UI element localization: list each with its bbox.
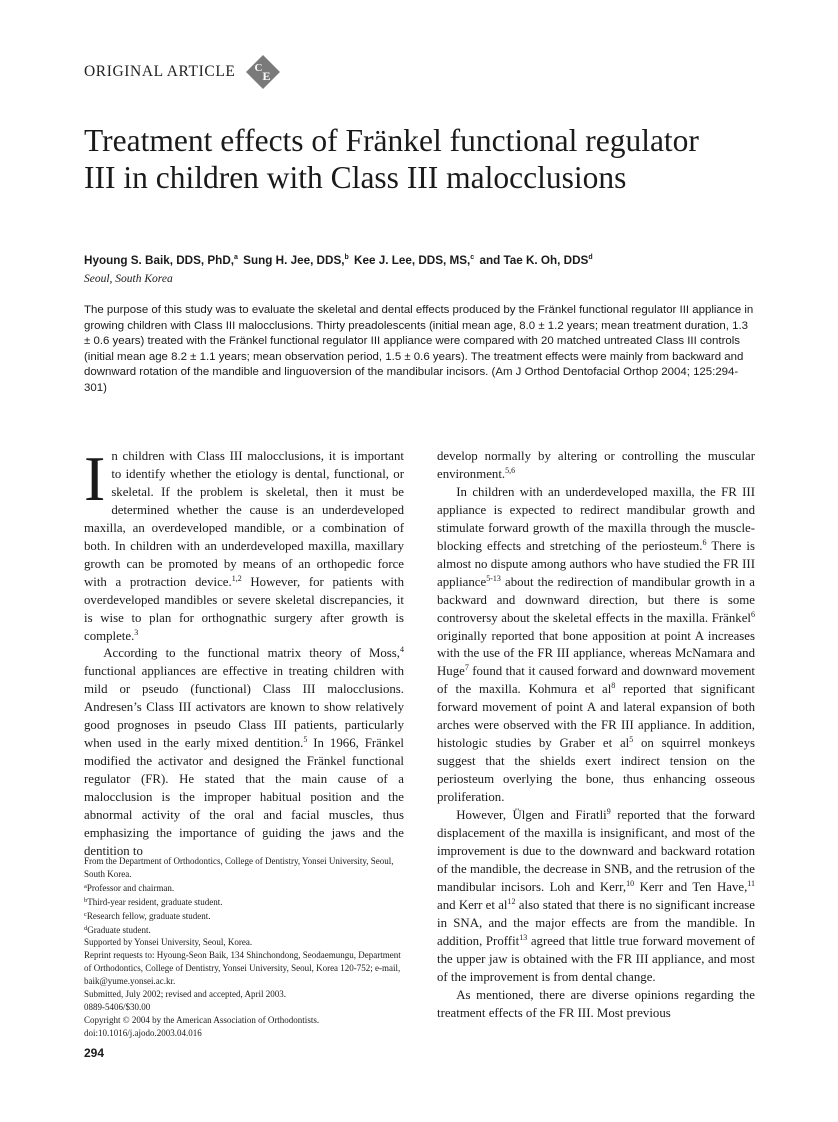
author-list xyxy=(84,254,764,267)
affil-role: $^d$Graduate student. xyxy=(84,924,151,935)
affil-submitted: Submitted, July 2002; revised and accepted, April 2003. xyxy=(84,989,286,1000)
citation: 4 xyxy=(400,645,404,655)
author-affil-mark: a xyxy=(234,254,238,261)
affil-doi: doi:10.1016/j.ajodo.2003.04.016 xyxy=(84,1027,202,1038)
citation: 6 xyxy=(751,609,755,619)
body-paragraph: However, Ülgen and Firatli$^9$ reported that the forward displacement of the maxilla is insignificant, and most of the improvement is due to the downward and backward rotation of the mandible, the decrease in SNB, and the retrusion of the mandibular incisors. Loh and Kerr,$^{10}$ Kerr and Ten Have,$^{11}$ and Kerr et $al^{12}$ also stated that there is no significant increase in SNA, and the major effects are from the mandible. In addition, Proffit$^{13}$ agreed that little true forward movement of the upper jaw is obtained with the FR III appliance, and most of the improvement is from dental change. xyxy=(437,807,755,984)
citation: 3 xyxy=(134,627,139,637)
affil-role: $^a$Professor and chairman. xyxy=(84,882,175,893)
citation: 6 xyxy=(702,537,707,547)
body-paragraph: In children with Class III malocclusions, it is important to identify whether the etiology is dental, functional, or skeletal. If the problem is skeletal, then it must be determined whether the cause is an underdeveloped maxilla, an overdeveloped mandible, or a combination of both. In children with an underdeveloped maxilla, maxillary growth can be promoted by means of an orthopedic force with a protraction device.$^{1,2}$ However, for patients with overdeveloped mandibles or severe skeletal discrepancies, it is wise to plan for orthognathic surgery after growth is complete.$^3$ xyxy=(84,443,404,643)
author-name: Sung H. Jee, DDS, xyxy=(243,254,345,267)
citation: 8 xyxy=(611,681,616,691)
affil-support: Supported by Yonsei University, Seoul, Korea. xyxy=(84,937,253,948)
citation: 11 xyxy=(747,878,755,888)
author-affil-mark: b xyxy=(344,254,349,261)
body-paragraph: As mentioned, there are diverse opinions regarding the treatment effects of the FR III. Most previous xyxy=(437,987,755,1020)
body-paragraph: develop normally by altering or controlling the muscular environment.$^{5,6}$ xyxy=(437,449,755,481)
affil-issn: 0889-5406/$30.00 xyxy=(84,1001,151,1012)
body-column-right xyxy=(437,448,755,1023)
page-number: 294 xyxy=(84,1046,105,1060)
citation: 7 xyxy=(464,663,469,673)
article-title: Treatment effects of Fränkel functional regulator III in children with Class III malocclusions xyxy=(84,123,699,195)
author-name: Hyoung S. Baik, DDS, PhD, xyxy=(84,254,235,267)
affiliation-footnote xyxy=(84,855,404,1040)
citation: 10 xyxy=(626,878,635,888)
author-name: and Tae K. Oh, DDS xyxy=(479,254,589,267)
affil-role: $^c$Research fellow, graduate student. xyxy=(84,910,211,921)
article-header xyxy=(84,58,279,86)
drop-cap: I xyxy=(84,443,106,514)
affil-role: $^b$Third-year resident, graduate student. xyxy=(84,896,223,907)
affil-reprint: Reprint requests to: Hyoung-Seon Baik, 134 Shinchondong, Seodaemungu, Department of Orthodontics, College of Dentistry, Yonsei University, Seoul, Korea 120-752; e-mail, baik@yume.yonsei.ac.kr. xyxy=(84,950,401,987)
citation: 5 xyxy=(629,735,634,745)
affil-from: From the Department of Orthodontics, College of Dentistry, Yonsei University, Seoul, South Korea. xyxy=(84,856,394,879)
citation: 12 xyxy=(507,896,516,906)
author-location: Seoul, South Korea xyxy=(84,273,173,285)
ce-badge-c: C xyxy=(254,62,263,74)
author-name: Kee J. Lee, DDS, MS, xyxy=(354,254,471,267)
ce-badge-e: E xyxy=(262,69,271,83)
body-paragraph: According to the functional matrix theory of Moss,$^4$ functional appliances are effective in treating children with mild or pseudo (functional) Class III malocclusions. Andresen’s Class III activators are known to show relatively good prognoses in pseudo Class III patients, particularly when used in the early mixed dentition.$^5$ In 1966, Fränkel modified the activator and designed the Fränkel functional regulator (FR). He stated that the main cause of a malocclusion is the improper habitual position and the abnormal activity of the oral and facial muscles, thus emphasizing the importance of guiding the jaws and the dentition to xyxy=(84,645,404,858)
section-label: ORIGINAL ARTICLE xyxy=(84,63,236,80)
author-affil-mark: d xyxy=(588,254,593,261)
citation: 13 xyxy=(519,932,528,942)
ce-badge-icon xyxy=(247,56,279,88)
citation: 5,6 xyxy=(505,465,516,475)
affil-copyright: Copyright © 2004 by the American Association of Orthodontists. xyxy=(84,1014,320,1025)
body-paragraph: In children with an underdeveloped maxilla, the FR III appliance is expected to redirect mandibular growth and stimulate forward growth of the maxilla through the muscle-blocking effects and stretching of the periosteum.$^6$ There is almost no dispute among authors who have studied the FR III appliance$^{5-13}$ about the redirection of mandibular growth in a backward and downward direction, but there is some controversy about the skeletal effects in the maxilla. Fränkel$^6$ originally reported that bone apposition at point A increases with the use of the FR III appliance, whereas McNamara and Huge$^7$ found that it caused forward and downward movement of the maxilla. Kohmura et $al^8$ reported that significant forward movement of point A and lateral expansion of both arches were observed with the FR III appliance. In addition, histologic studies by Graber et $al^5$ on squirrel monkeys suggest that the shields exert indirect tension on the periosteum overlying the bone, thus enhancing osseous proliferation. xyxy=(437,484,755,805)
abstract: The purpose of this study was to evaluate the skeletal and dental effects produced by the Fränkel functional regulator III appliance in growing children with Class III malocclusions. Thirty preadolescents (initial mean age, 8.0 ± 1.2 years; mean treatment duration, 1.3 ± 0.6 years) treated with the Fränkel functional regulator III appliance were compared with 20 matched untreated Class III controls (initial mean age 8.2 ± 1.1 years; mean observation period, 1.5 ± 0.6 years). The treatment effects were mainly from backward and downward rotation of the mandible and linguoversion of the mandibular incisors. (Am J Orthod Dentofacial Orthop 2004; 125:294-301) xyxy=(84,304,754,394)
citation: 9 xyxy=(606,807,611,817)
body-column-left xyxy=(84,443,404,861)
citation: 5-13 xyxy=(486,573,501,583)
author-affil-mark: c xyxy=(470,254,475,261)
citation: 5 xyxy=(303,735,308,745)
citation: 1,2 xyxy=(231,573,242,583)
